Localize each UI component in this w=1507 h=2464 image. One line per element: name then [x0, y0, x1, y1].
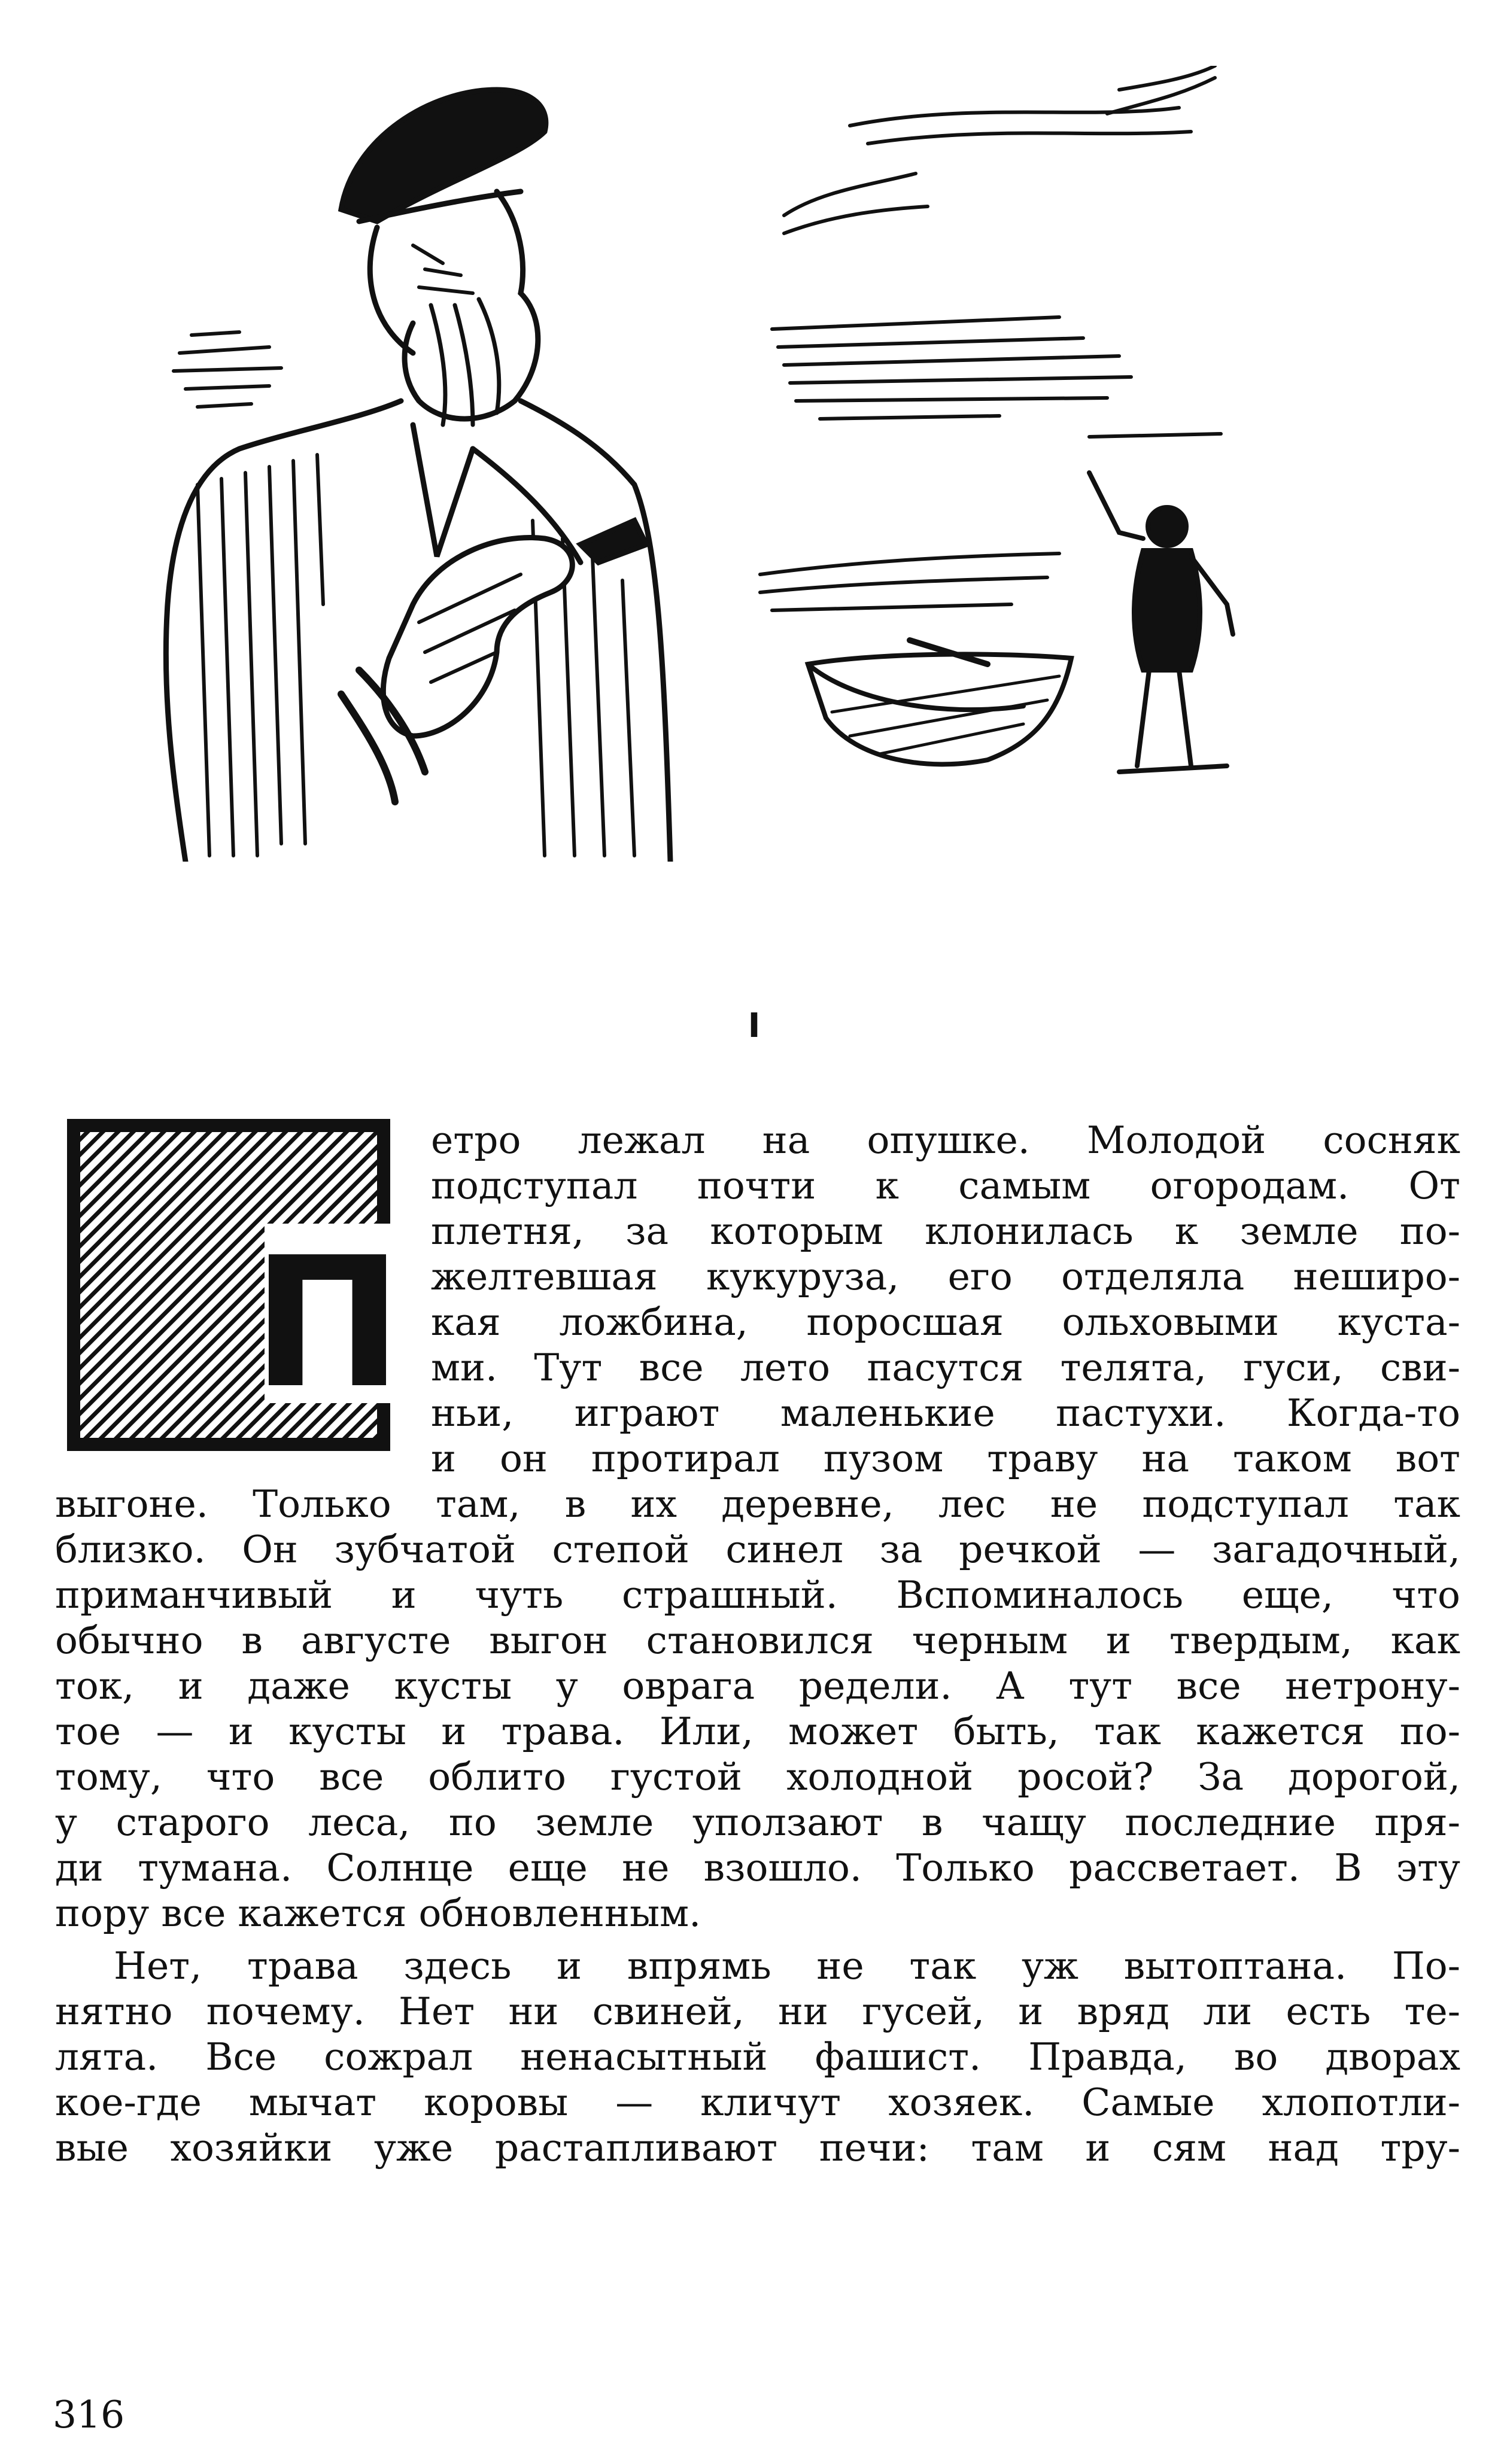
dropcap: [67, 1119, 390, 1451]
text-line: близко. Он зубчатой степой синел за речкой — загадочный,: [55, 1528, 1460, 1571]
text-line: у старого леса, по земле уползают в чащу последние пря-: [55, 1800, 1460, 1844]
text-line: выгоне. Только там, в их деревне, лес не подступал так: [55, 1482, 1460, 1526]
page-number: 316: [53, 2393, 125, 2436]
text-line: ньи, играют маленькие пастухи. Когда-то: [431, 1391, 1460, 1435]
text-line: нятно почему. Нет ни свиней, ни гусей, и вряд ли есть те-: [55, 1990, 1460, 2033]
text-line: пору все кажется обновленным.: [55, 1891, 701, 1935]
text-line: желтевшая кукуруза, его отделяла неширо-: [431, 1255, 1460, 1298]
fisherman-figure: [166, 90, 670, 862]
text-line: подступал почти к самым огородам. От: [431, 1164, 1460, 1207]
text-line: кая ложбина, поросшая ольховыми куста-: [431, 1300, 1460, 1344]
sky-lines: [174, 66, 1221, 610]
text-line: кое-где мычат коровы — кличут хозяек. Самые хлопотли-: [55, 2080, 1460, 2124]
text-line: тому, что все облито густой холодной росой? За дорогой,: [55, 1755, 1460, 1799]
dropcap-letter: П: [252, 1219, 390, 1428]
dropcap-ornament: [67, 1119, 390, 1451]
text-line: приманчивый и чуть страшный. Вспоминалось еще, что: [55, 1573, 1460, 1617]
text-line: лята. Все сожрал ненасытный фашист. Правда, во дворах: [55, 2035, 1460, 2079]
text-line: тое — и кусты и трава. Или, может быть, так кажется по-: [55, 1709, 1460, 1753]
text-line: ток, и даже кусты у оврага редели. А тут все нетрону-: [55, 1664, 1460, 1708]
text-line: ди тумана. Солнце еще не взошло. Только рассветает. В эту: [55, 1846, 1460, 1890]
text-line: и он протирал пузом траву на таком вот: [431, 1437, 1460, 1480]
text-line: етро лежал на опушке. Молодой сосняк: [431, 1118, 1460, 1162]
text-line: ми. Тут все лето пасутся телята, гуси, сви-: [431, 1346, 1460, 1389]
chapter-number: I: [748, 1006, 761, 1045]
text-line: Нет, трава здесь и впрямь не так уж вытоптана. По-: [114, 1944, 1460, 1988]
text-line: вые хозяйки уже растапливают печи: там и сям над тру-: [55, 2126, 1460, 2170]
boat: [808, 640, 1071, 764]
text-line: обычно в августе выгон становился черным и твердым, как: [55, 1619, 1460, 1662]
man-on-shore: [1089, 473, 1233, 772]
text-line: плетня, за которым клонилась к земле по-: [431, 1209, 1460, 1253]
chapter-illustration: [162, 66, 1365, 862]
